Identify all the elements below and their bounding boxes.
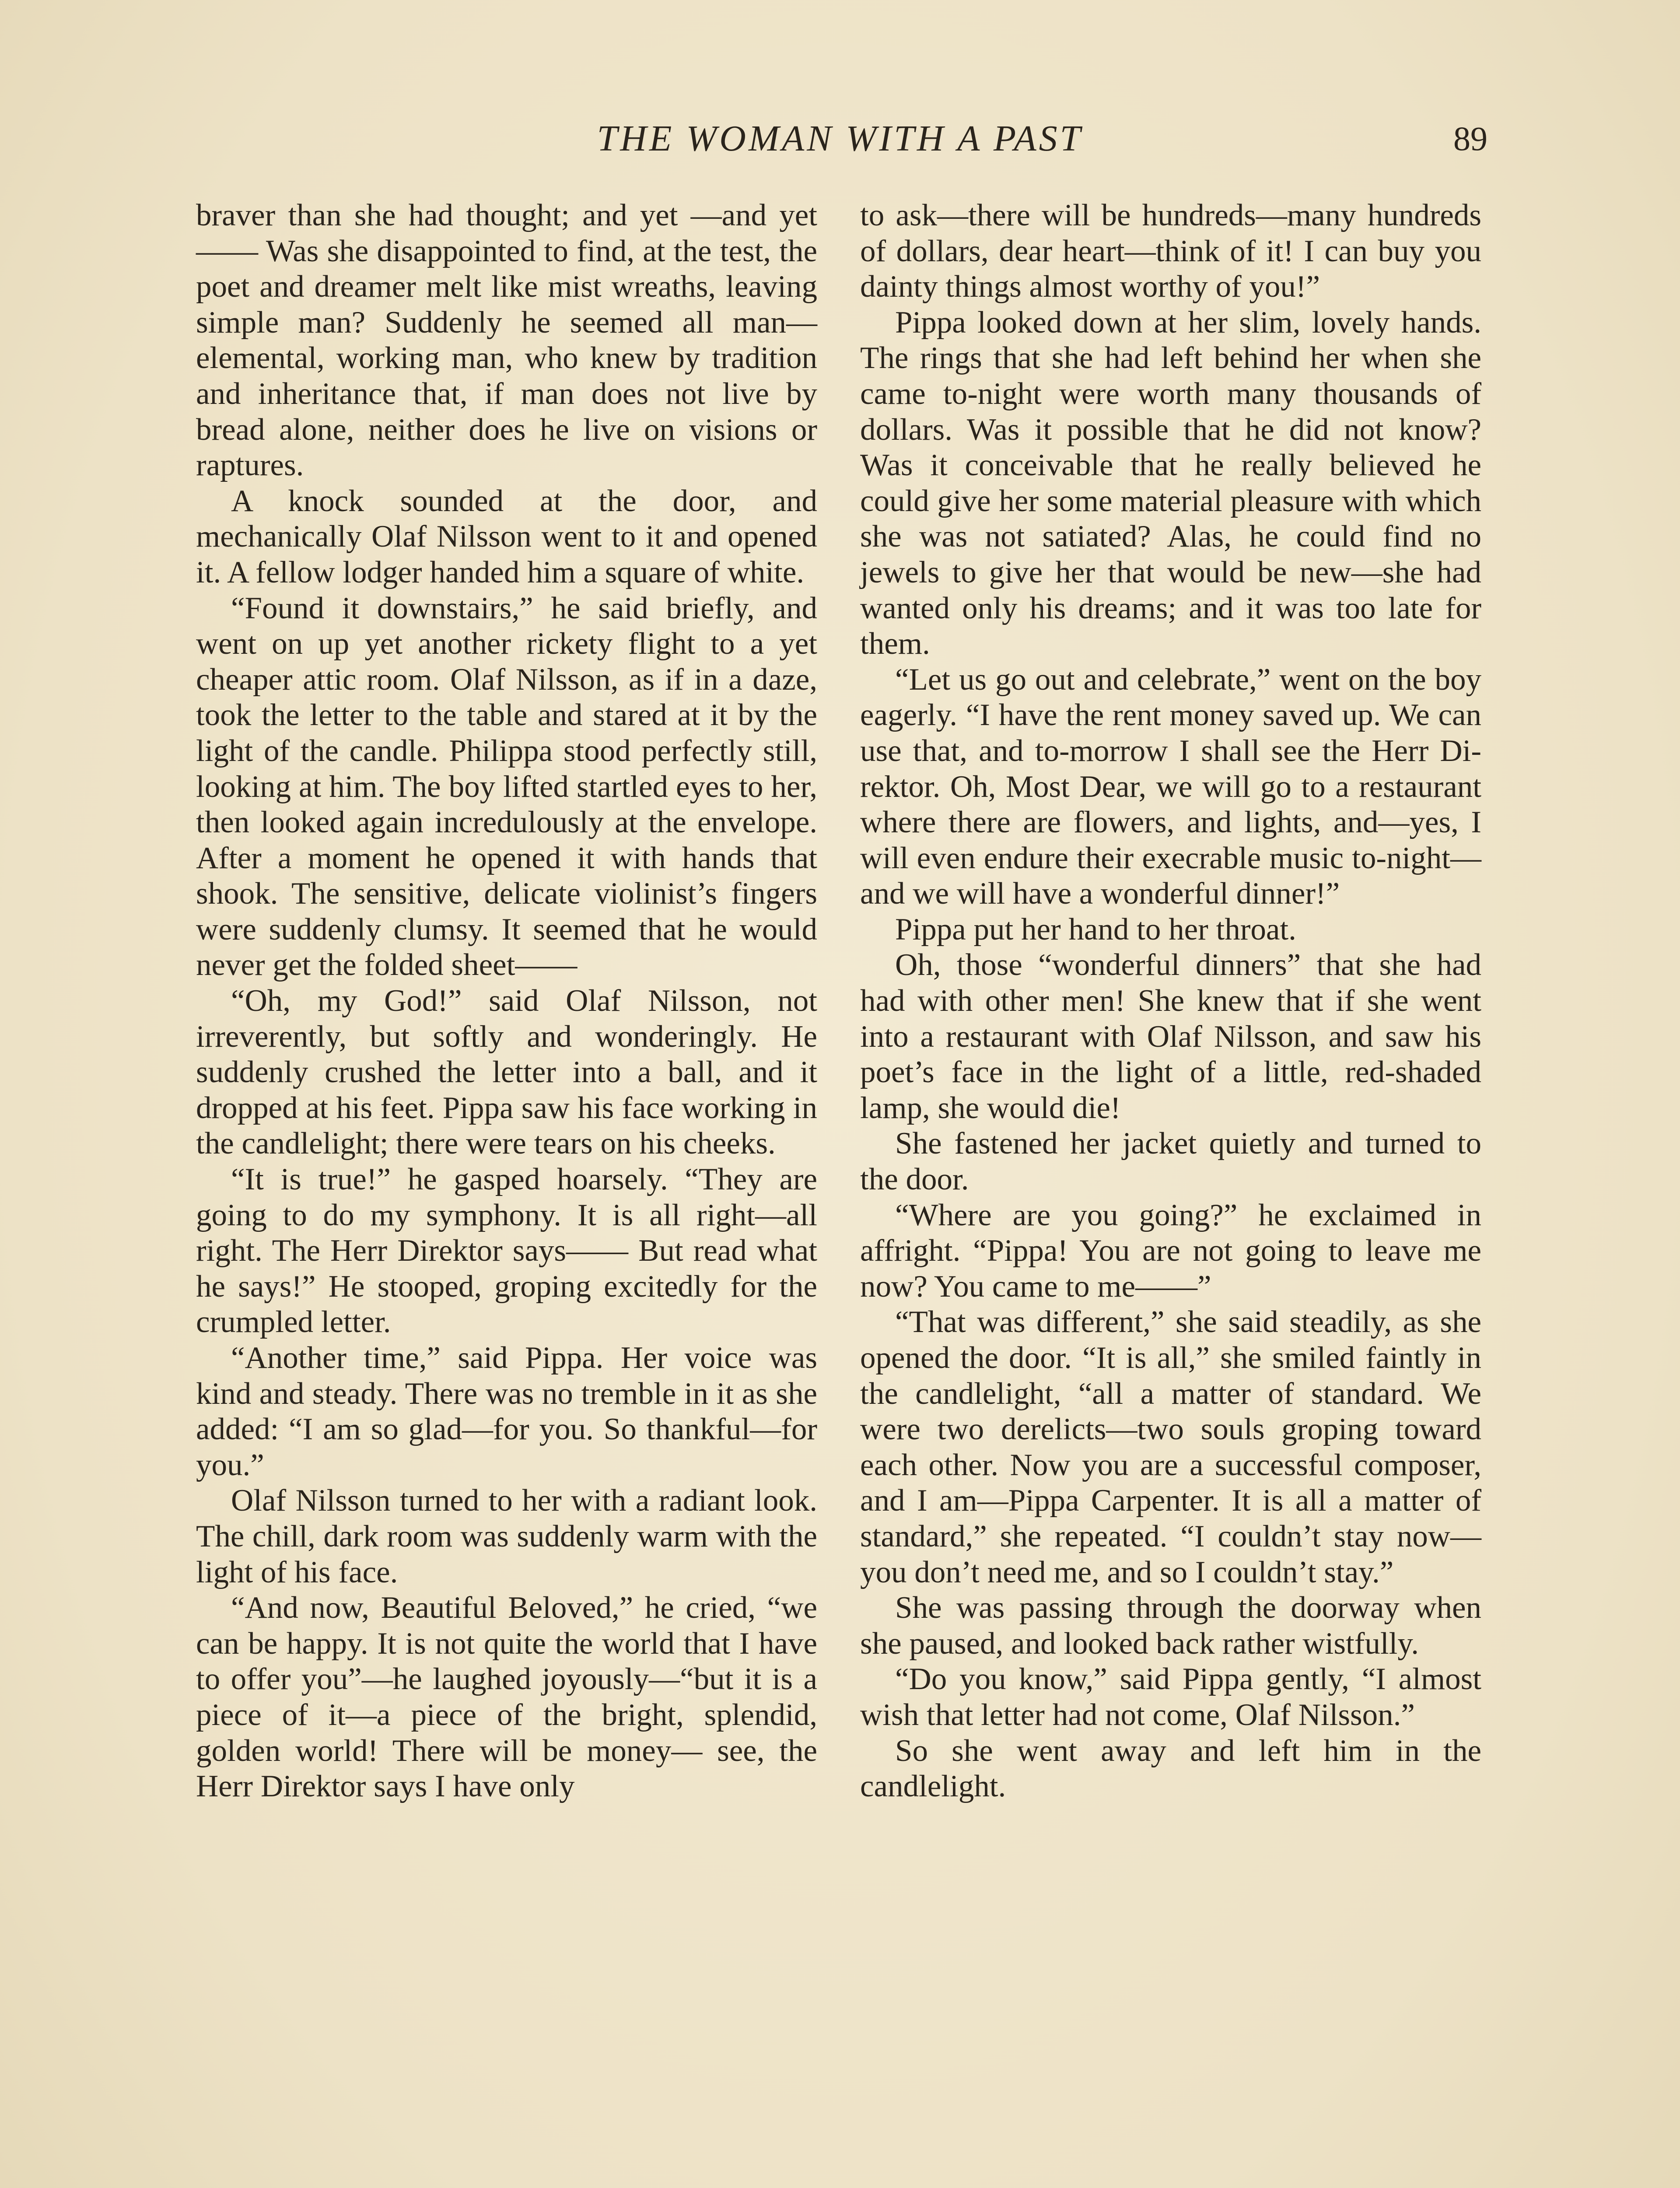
paragraph: “Where are you going?” he exclaimed in affright. “Pippa! You are not going to leave me now? You came to me——” — [860, 1198, 1481, 1304]
page-header — [192, 115, 1488, 163]
paragraph: A knock sounded at the door, and mechanically Olaf Nilsson went to it and opened it. A fellow lodger handed him a square of white. — [196, 484, 817, 589]
paragraph: “And now, Beautiful Beloved,” he cried, “we can be happy. It is not quite the world that I have to offer you”—he laughed joyously—“but it is a piece of it—a piece of the bright, splendid, golden world! There will be money— see, the Herr Direktor says I have only — [196, 1591, 817, 1804]
paragraph: to ask—there will be hundreds—many hundreds of dollars, dear heart—think of it! I can buy you dainty things almost worthy of you!” — [860, 198, 1481, 304]
paragraph: She was passing through the doorway when she paused, and looked back rather wistfully. — [860, 1591, 1481, 1661]
paragraph: braver than she had thought; and yet —and yet—— Was she disappointed to find, at the test, the poet and dreamer melt like mist wreaths, leaving simple man? Suddenly he seemed all man— elemental, working man, who knew by tradition and inheritance that, if man does not live by bread alone, neither does he live on visions or raptures. — [196, 198, 817, 483]
paragraph: So she went away and left him in the candlelight. — [860, 1733, 1481, 1804]
paragraph: “Found it downstairs,” he said briefly, and went on up yet another rickety flight to a yet cheaper attic room. Olaf Nilsson, as if in a daze, took the letter to the table and stared at it by the light of the candle. Philippa stood perfectly still, looking at him. The boy lifted startled eyes to her, then looked again incredulously at the envelope. After a moment he opened it with hands that shook. The sensitive, delicate violinist’s fingers were suddenly clumsy. It seemed that he would never get the folded sheet—— — [196, 591, 817, 982]
running-title: THE WOMAN WITH A PAST — [597, 118, 1083, 159]
paragraph: Pippa looked down at her slim, lovely hands. The rings that she had left behind her when she came to-night were worth many thousands of dollars. Was it possible that he did not know? Was it conceivable that he really believed he could give her some material pleasure with which she was not satiated? Alas, he could find no jewels to give her that would be new—she had wanted only his dreams; and it was too late for them. — [860, 305, 1481, 661]
paragraph: She fastened her jacket quietly and turned to the door. — [860, 1126, 1481, 1197]
paragraph: “It is true!” he gasped hoarsely. “They are going to do my symphony. It is all right—all right. The Herr Direktor says—— But read what he says!” He stooped, groping excitedly for the crumpled letter. — [196, 1162, 817, 1339]
paragraph: Pippa put her hand to her throat. — [895, 912, 1296, 947]
right-column — [860, 198, 1481, 1805]
paragraph: “Let us go out and celebrate,” went on the boy eagerly. “I have the rent money saved up. We can use that, and to-morrow I shall see the Herr Direktor. Oh, Most Dear, we will go to a restaurant where there are flowers, and lights, and—yes, I will even endure their execrable music to-night—and we will have a wonderful dinner!” — [860, 662, 1481, 911]
paragraph: Oh, those “wonderful dinners” that she had had with other men! She knew that if she went into a restaurant with Olaf Nilsson, and saw his poet’s face in the light of a little, red-shaded lamp, she would die! — [860, 948, 1481, 1125]
paragraph: “That was different,” she said steadily, as she opened the door. “It is all,” she smiled faintly in the candlelight, “all a matter of standard. We were two derelicts—two souls groping toward each other. Now you are a successful composer, and I am—Pippa Carpenter. It is all a matter of standard,” she repeated. “I couldn’t stay now—you don’t need me, and so I couldn’t stay.” — [860, 1305, 1481, 1589]
paragraph: “Do you know,” said Pippa gently, “I almost wish that letter had not come, Olaf Nilsson.” — [860, 1662, 1481, 1732]
paragraph: “Oh, my God!” said Olaf Nilsson, not irreverently, but softly and wonderingly. He suddenly crushed the letter into a ball, and it dropped at his feet. Pippa saw his face working in the candlelight; there were tears on his cheeks. — [196, 984, 817, 1161]
page-number: 89 — [1453, 119, 1488, 158]
left-column — [196, 198, 817, 1805]
paragraph: “Another time,” said Pippa. Her voice was kind and steady. There was no tremble in it as she added: “I am so glad—for you. So thankful—for you.” — [196, 1341, 817, 1482]
paragraph: Olaf Nilsson turned to her with a radiant look. The chill, dark room was suddenly warm with the light of his face. — [196, 1483, 817, 1589]
